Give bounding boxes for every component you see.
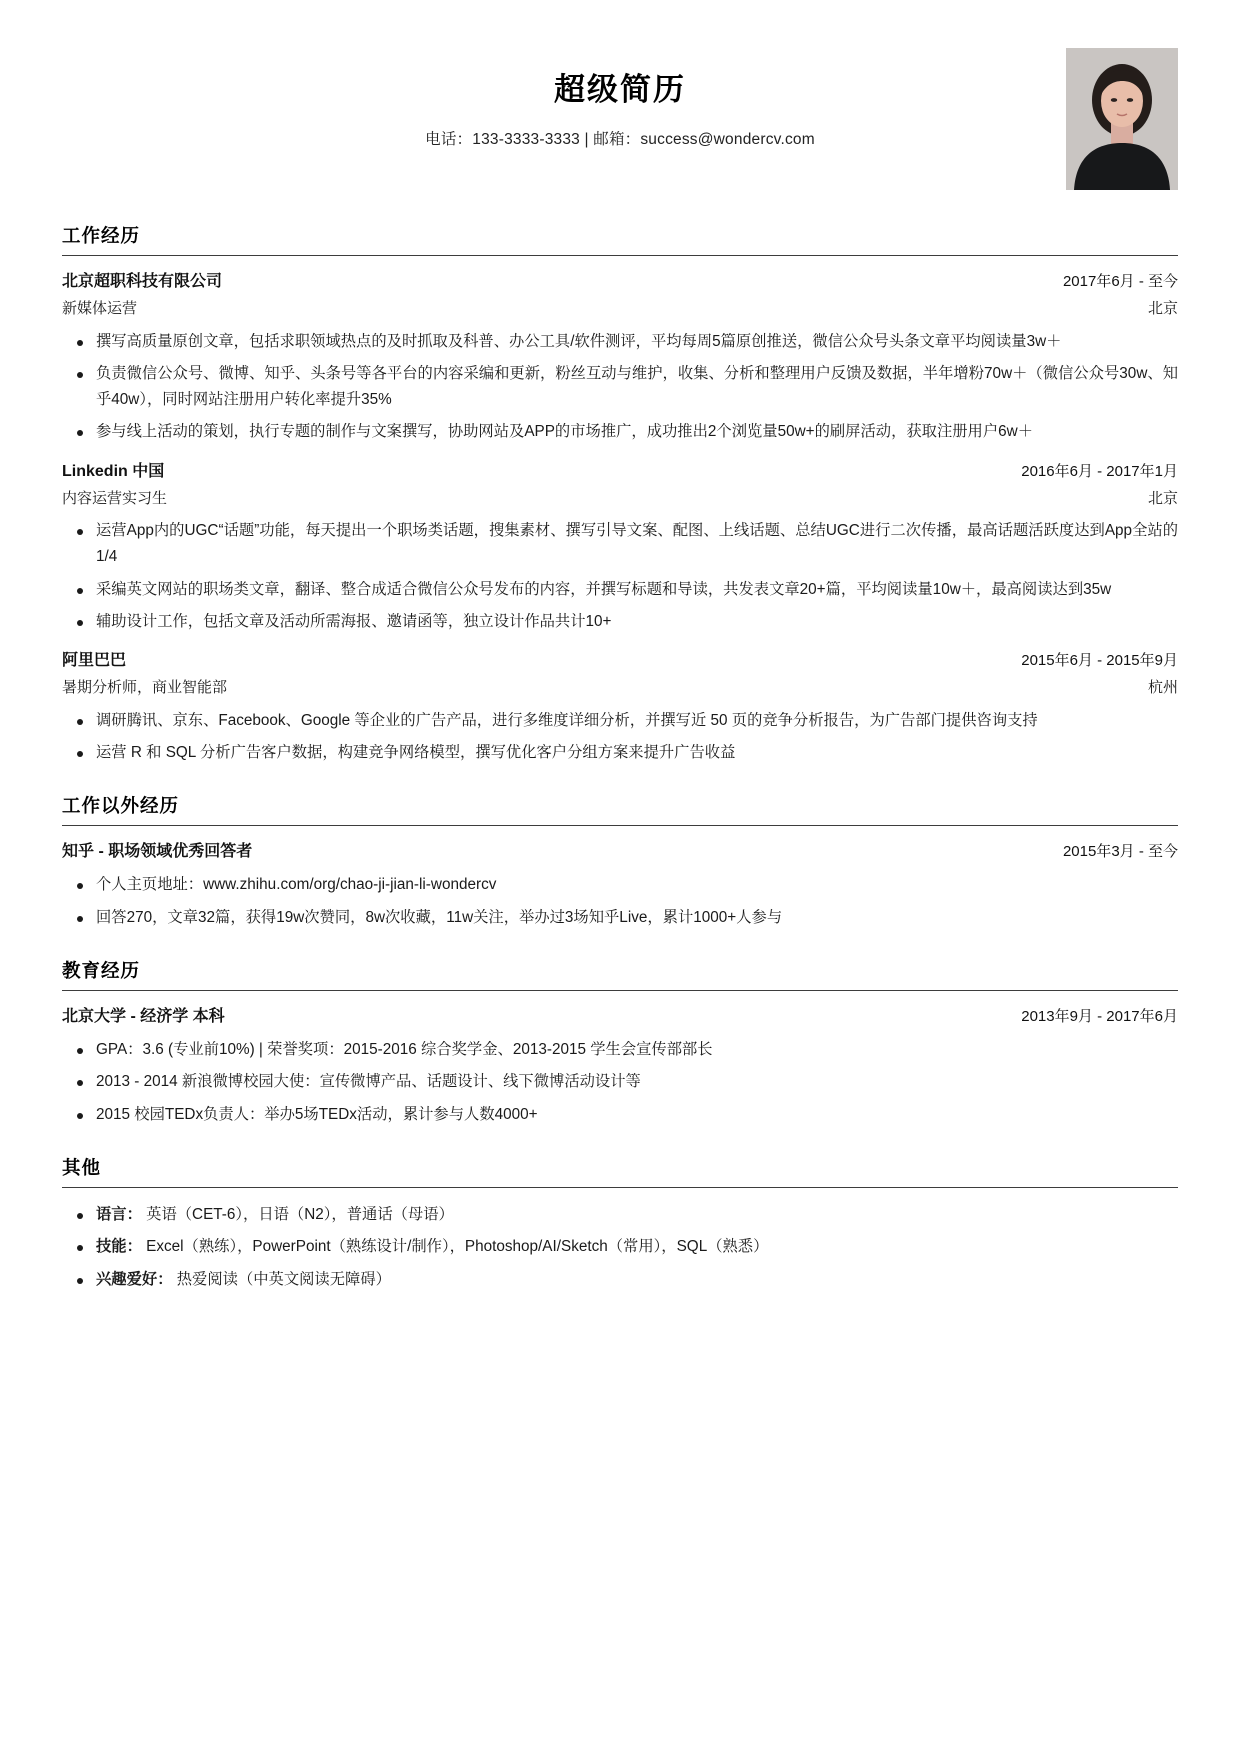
avatar <box>1066 48 1178 190</box>
entry-bullet-list <box>62 518 1178 635</box>
list-item-label: 兴趣爱好： <box>96 1270 173 1288</box>
entry-subheader-row <box>62 298 1178 321</box>
resume-entry <box>62 1202 1178 1293</box>
list-item: 2013 - 2014 新浪微博校园大使：宣传微博产品、话题设计、线下微博活动设计等 <box>62 1069 1178 1095</box>
entry-location: 杭州 <box>1147 679 1178 697</box>
entry-location: 北京 <box>1147 300 1178 317</box>
resume-entry <box>62 840 1178 931</box>
entry-bullet-list <box>62 872 1178 931</box>
resume-section <box>62 957 1178 1128</box>
list-item: 参与线上活动的策划，执行专题的制作与文案撰写，协助网站及APP的市场推广，成功推出2个浏览量50w+的刷屏活动，获取注册用户6w＋ <box>62 419 1178 445</box>
list-item: 2015 校园TEDx负责人：举办5场TEDx活动，累计参与人数4000+ <box>62 1102 1178 1128</box>
resume-section <box>62 222 1178 766</box>
entry-role: 新媒体运营 <box>62 300 138 317</box>
entry-title: 北京大学 - 经济学 本科 <box>62 1008 225 1026</box>
entry-header-row <box>62 1005 1178 1029</box>
list-item: 调研腾讯、京东、Facebook、Google 等企业的广告产品，进行多维度详细分析，并撰写近 50 页的竞争分析报告，为广告部门提供咨询支持 <box>62 708 1178 734</box>
list-item-text: 热爱阅读（中英文阅读无障碍） <box>172 1270 391 1288</box>
entry-header-row <box>62 270 1178 294</box>
list-item <box>62 1267 1178 1293</box>
entry-subheader-row <box>62 677 1178 700</box>
resume-section <box>62 792 1178 931</box>
section-title: 其他 <box>62 1154 1178 1188</box>
resume-entry <box>62 1005 1178 1128</box>
resume-section <box>62 1154 1178 1293</box>
entry-bullet-list <box>62 329 1178 446</box>
resume-entry <box>62 460 1178 636</box>
list-item: 采编英文网站的职场类文章，翻译、整合成适合微信公众号发布的内容，并撰写标题和导读，共发表文章20+篇，平均阅读量10w＋，最高阅读达到35w <box>62 577 1178 603</box>
resume-header <box>62 48 1178 196</box>
entry-header-row <box>62 460 1178 484</box>
section-title: 工作以外经历 <box>62 792 1178 826</box>
contact-info: 电话：133-3333-3333 | 邮箱：success@wondercv.com <box>425 131 815 148</box>
list-item: 辅助设计工作，包括文章及活动所需海报、邀请函等，独立设计作品共计10+ <box>62 609 1178 635</box>
entry-header-row <box>62 840 1178 864</box>
list-item: 个人主页地址：www.zhihu.com/org/chao-ji-jian-li-wondercv <box>62 872 1178 898</box>
section-title: 工作经历 <box>62 222 1178 256</box>
entry-title: Linkedin 中国 <box>62 462 165 480</box>
entry-role: 内容运营实习生 <box>62 489 168 507</box>
portrait-photo-icon <box>1066 48 1178 190</box>
resume-entry <box>62 649 1178 766</box>
resume-entry <box>62 270 1178 446</box>
resume-sections <box>62 222 1178 1293</box>
entry-bullet-list <box>62 708 1178 767</box>
list-item: 撰写高质量原创文章，包括求职领域热点的及时抓取及科普、办公工具/软件测评，平均每周5篇原创推送，微信公众号头条文章平均阅读量3w＋ <box>62 329 1178 355</box>
entry-date: 2017年6月 - 至今 <box>1062 273 1178 290</box>
entry-title: 知乎 - 职场领域优秀回答者 <box>62 843 253 861</box>
entry-role: 暑期分析师，商业智能部 <box>62 679 228 697</box>
list-item <box>62 1234 1178 1260</box>
entry-bullet-list <box>62 1202 1178 1293</box>
list-item: 回答270，文章32篇，获得19w次赞同，8w次收藏，11w关注，举办过3场知乎Live，累计1000+人参与 <box>62 905 1178 931</box>
page-title: 超级简历 <box>554 72 686 107</box>
entry-date: 2015年3月 - 至今 <box>1062 843 1178 861</box>
header-center-block <box>62 48 1178 149</box>
entry-date: 2016年6月 - 2017年1月 <box>1021 462 1178 480</box>
entry-bullet-list <box>62 1037 1178 1128</box>
list-item-label: 技能： <box>96 1238 142 1256</box>
section-title: 教育经历 <box>62 957 1178 991</box>
list-item: 负责微信公众号、微博、知乎、头条号等各平台的内容采编和更新，粉丝互动与维护，收集、分析和整理用户反馈及数据，半年增粉70w＋（微信公众号30w、知乎40w），同时网站注册用户转化率提升35% <box>62 361 1178 414</box>
list-item-label: 语言： <box>96 1205 142 1223</box>
list-item-text: 英语（CET-6），日语（N2），普通话（母语） <box>141 1205 454 1223</box>
list-item-text: Excel（熟练），PowerPoint（熟练设计/制作），Photoshop/AI/Sketch（常用），SQL（熟悉） <box>141 1238 769 1256</box>
entry-header-row <box>62 649 1178 673</box>
list-item: 运营App内的UGC“话题”功能，每天提出一个职场类话题，搜集素材、撰写引导文案、配图、上线话题、总结UGC进行二次传播，最高话题活跃度达到App全站的1/4 <box>62 518 1178 571</box>
entry-title: 阿里巴巴 <box>62 652 127 670</box>
entry-location: 北京 <box>1147 489 1178 507</box>
entry-title: 北京超职科技有限公司 <box>62 273 223 290</box>
entry-date: 2015年6月 - 2015年9月 <box>1021 652 1178 670</box>
entry-date: 2013年9月 - 2017年6月 <box>1021 1008 1178 1026</box>
list-item <box>62 1202 1178 1228</box>
entry-subheader-row <box>62 488 1178 511</box>
list-item: 运营 R 和 SQL 分析广告客户数据，构建竞争网络模型，撰写优化客户分组方案来提升广告收益 <box>62 740 1178 766</box>
list-item: GPA：3.6 (专业前10%) | 荣誉奖项：2015-2016 综合奖学金、2013-2015 学生会宣传部部长 <box>62 1037 1178 1063</box>
